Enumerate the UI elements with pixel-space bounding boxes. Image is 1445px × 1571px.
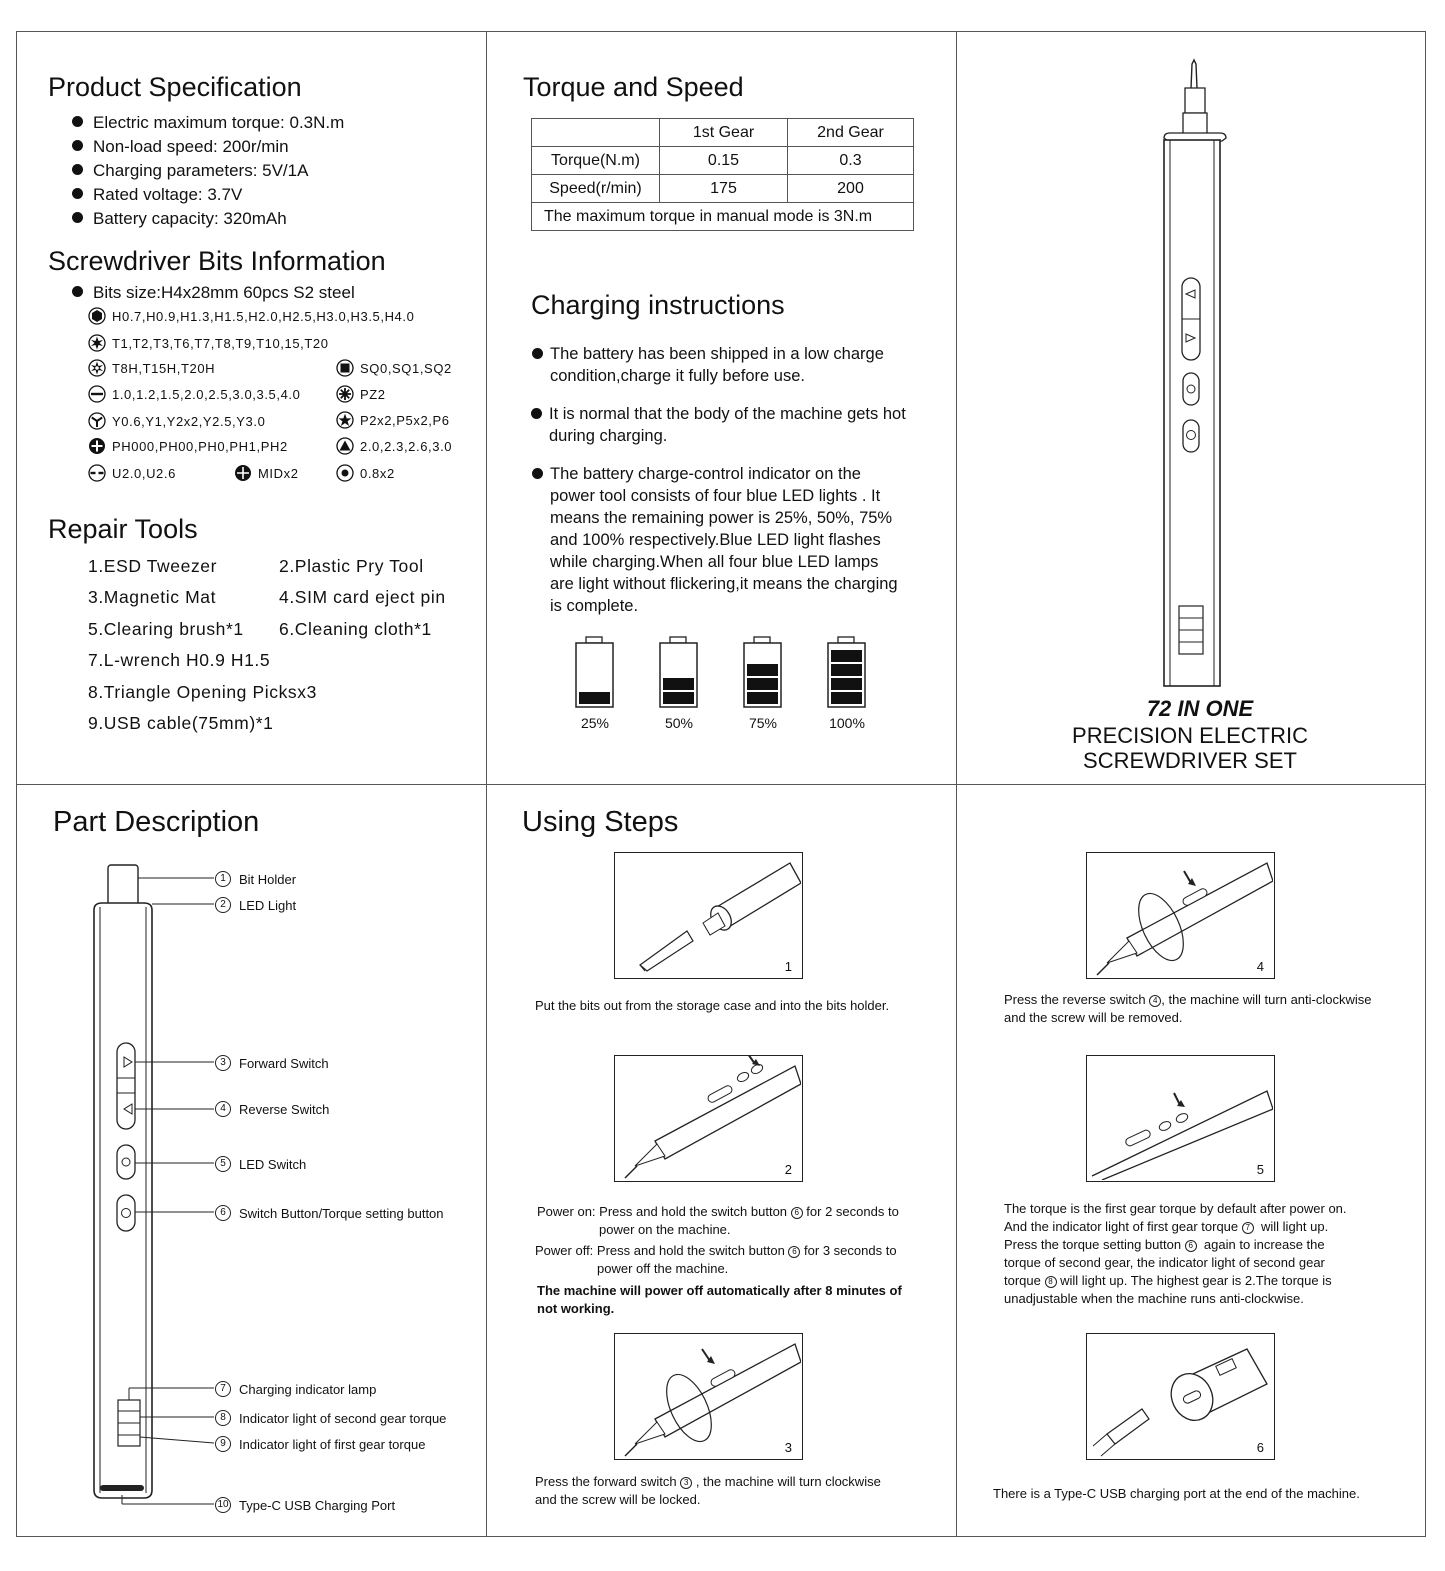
table-cell: Speed(r/min) — [532, 175, 660, 203]
bit-row-square — [336, 359, 452, 377]
spec-item: Battery capacity: 320mAh — [72, 209, 287, 229]
square-bit-icon — [336, 359, 354, 377]
step-text: Press the torque setting button 6 again to increase the — [1004, 1237, 1325, 1252]
step-number: 2 — [784, 1162, 792, 1177]
callout-number: 3 — [215, 1055, 231, 1071]
mid-bit-icon — [234, 464, 252, 482]
callout-number: 10 — [215, 1497, 231, 1513]
part-diagram — [80, 855, 220, 1515]
part-callout — [215, 1055, 329, 1071]
battery-icon — [574, 636, 616, 710]
bit-row-torx-h — [88, 359, 215, 377]
parts-title: Part Description — [53, 806, 260, 838]
repair-item: 1.ESD Tweezer — [88, 556, 218, 576]
bit-row-label: U2.0,U2.6 — [112, 465, 176, 481]
repair-item: 4.SIM card eject pin — [279, 587, 446, 607]
bit-row-label: MIDx2 — [258, 465, 299, 481]
row-divider — [16, 784, 1426, 785]
battery-segment — [747, 664, 778, 676]
table-cell: Torque(N.m) — [532, 147, 660, 175]
repair-item: 7.L-wrench H0.9 H1.5 — [88, 650, 271, 670]
repair-item: 8.Triangle Opening Picksx3 — [88, 682, 317, 702]
spec-item: Rated voltage: 3.7V — [72, 185, 242, 205]
usb-port-illustration — [1087, 1334, 1273, 1458]
round-bit-icon — [336, 464, 354, 482]
torque-setting-illustration — [1087, 1056, 1273, 1180]
callout-number: 7 — [215, 1381, 231, 1397]
step-text-part: will light up. — [1261, 1219, 1329, 1234]
product-name-line: PRECISION ELECTRIC — [1072, 723, 1308, 748]
step-text: Press the forward switch 3 , the machine will turn clockwise — [535, 1474, 881, 1489]
step-image-6 — [1086, 1333, 1275, 1460]
table-header — [532, 119, 660, 147]
pentalobe-bit-icon — [336, 411, 354, 429]
battery-icon — [742, 636, 784, 710]
part-callout — [215, 1410, 446, 1426]
torque-title: Torque and Speed — [523, 72, 744, 102]
spec-title: Product Specification — [48, 72, 302, 102]
part-callout — [215, 1436, 425, 1452]
bit-row-label: PH000,PH00,PH0,PH1,PH2 — [112, 438, 288, 454]
spec-item: Non-load speed: 200r/min — [72, 137, 289, 157]
charging-item-text: The battery charge-control indicator on the power tool consists of four blue LED lights . It means the remaining power is 25%, 50%, 75% and 100% respectively.Blue LED light flashes while charging.When all four blue LED lamps are light without flickering,it means the charging is complete. — [550, 465, 898, 615]
bit-row-triangle — [336, 437, 452, 455]
table-cell: 0.15 — [660, 147, 788, 175]
table-cell: 200 — [788, 175, 914, 203]
charging-item — [550, 343, 920, 387]
step-text-part: And the indicator light of first gear torque — [1004, 1219, 1239, 1234]
torx-security-bit-icon — [88, 359, 106, 377]
step-text-part: , the machine will turn clockwise — [695, 1474, 881, 1489]
step-text-part: torque — [1004, 1273, 1041, 1288]
step-text: Power off: Press and hold the switch button 6 for 3 seconds to — [535, 1243, 897, 1258]
charging-item-text: The battery has been shipped in a low charge condition,charge it fully before use. — [550, 345, 884, 385]
callout-label: Type-C USB Charging Port — [239, 1497, 396, 1513]
u-bit-icon — [88, 464, 106, 482]
battery-label: 100% — [829, 715, 865, 731]
bit-row-tri-wing — [88, 412, 265, 430]
callout-label: Forward Switch — [239, 1055, 329, 1071]
step-text-part: Power on: Press and hold the switch button — [537, 1204, 788, 1219]
step-text: The torque is the first gear torque by default after power on. — [1004, 1201, 1347, 1216]
battery-level-25pct — [574, 636, 616, 731]
step-text: power off the machine. — [597, 1261, 729, 1276]
battery-segment — [747, 692, 778, 704]
repair-item: 9.USB cable(75mm)*1 — [88, 713, 274, 733]
charging-title: Charging instructions — [531, 290, 785, 320]
callout-number: 9 — [215, 1436, 231, 1452]
step-number: 6 — [1256, 1440, 1264, 1455]
bits-title: Screwdriver Bits Information — [48, 246, 386, 276]
step-text: There is a Type-C USB charging port at the end of the machine. — [993, 1486, 1360, 1501]
table-cell: 0.3 — [788, 147, 914, 175]
bit-row-label: 2.0,2.3,2.6,3.0 — [360, 438, 453, 454]
step-image-3 — [614, 1333, 803, 1460]
bit-row-u — [88, 464, 176, 482]
bit-row-torx — [88, 334, 329, 352]
step-text-part: will light up. The highest gear is 2.The torque is — [1060, 1273, 1332, 1288]
bit-row-label: 1.0,1.2,1.5,2.0,2.5,3.0,3.5,4.0 — [112, 386, 301, 402]
spec-item: Electric maximum torque: 0.3N.m — [72, 113, 344, 133]
bit-row-label: 0.8x2 — [360, 465, 395, 481]
step-image-1 — [614, 852, 803, 979]
charging-item-text: It is normal that the body of the machine gets hot during charging. — [549, 405, 906, 445]
table-header: 2nd Gear — [788, 119, 914, 147]
callout-number: 2 — [215, 897, 231, 913]
table-cell: 175 — [660, 175, 788, 203]
part-callout — [215, 1497, 395, 1513]
battery-segment — [831, 650, 862, 662]
step-text: torque of second gear, the indicator light of second gear — [1004, 1255, 1325, 1270]
step-number: 1 — [784, 959, 792, 974]
table-note: The maximum torque in manual mode is 3N.m — [532, 203, 914, 231]
part-callout — [215, 897, 296, 913]
step-text-part: , the machine will turn anti-clockwise — [1161, 992, 1372, 1007]
step-image-5 — [1086, 1055, 1275, 1182]
repair-item: 2.Plastic Pry Tool — [279, 556, 424, 576]
callout-label: LED Light — [239, 897, 297, 913]
torque-table — [531, 118, 914, 231]
step-text: Power on: Press and hold the switch button 6 for 2 seconds to — [537, 1204, 899, 1219]
bit-row-mid — [234, 464, 299, 482]
step-warning: The machine will power off automatically after 8 minutes of not working. — [537, 1283, 902, 1316]
step-image-2 — [614, 1055, 803, 1182]
power-button-illustration — [615, 1056, 801, 1180]
battery-label: 75% — [748, 715, 778, 731]
bit-row-phillips — [88, 437, 288, 455]
battery-segment — [831, 678, 862, 690]
step-text: unadjustable when the machine runs anti-clockwise. — [1004, 1291, 1304, 1306]
step-number: 5 — [1256, 1162, 1264, 1177]
battery-segment — [663, 692, 694, 704]
repair-title: Repair Tools — [48, 514, 198, 544]
bit-row-round — [336, 464, 395, 482]
step-number: 3 — [784, 1440, 792, 1455]
battery-level-50pct — [658, 636, 700, 731]
part-callout — [215, 1156, 306, 1172]
product-count: 72 IN ONE — [1146, 696, 1254, 721]
callout-label: Switch Button/Torque setting button — [239, 1205, 444, 1221]
repair-item: 6.Cleaning cloth*1 — [279, 619, 432, 639]
callout-label: Indicator light of second gear torque — [239, 1410, 447, 1426]
battery-level-100pct — [826, 636, 868, 731]
bits-size: Bits size:H4x28mm 60pcs S2 steel — [72, 283, 355, 303]
hex-bit-icon — [88, 307, 106, 325]
charging-item — [550, 463, 900, 617]
torx-bit-icon — [88, 334, 106, 352]
bit-row-pozi — [336, 385, 386, 403]
callout-label: Bit Holder — [239, 871, 297, 887]
repair-item: 3.Magnetic Mat — [88, 587, 217, 607]
callout-label: Indicator light of first gear torque — [239, 1436, 426, 1452]
forward-switch-illustration — [615, 1334, 801, 1458]
step-text: torque 8 will light up. The highest gear is 2.The torque is — [1004, 1273, 1332, 1288]
bit-row-label: T8H,T15H,T20H — [112, 360, 216, 376]
bit-row-hex — [88, 307, 414, 325]
callout-number: 4 — [215, 1101, 231, 1117]
reverse-switch-illustration — [1087, 853, 1273, 977]
part-callout — [215, 1101, 329, 1117]
part-callout — [215, 1381, 376, 1397]
callout-number: 6 — [215, 1205, 231, 1221]
step-text-part: again to increase the — [1203, 1237, 1325, 1252]
phillips-bit-icon — [88, 437, 106, 455]
tri-wing-bit-icon — [88, 412, 106, 430]
step-text: and the screw will be locked. — [535, 1492, 701, 1507]
step-text: power on the machine. — [599, 1222, 731, 1237]
battery-segment — [747, 678, 778, 690]
slotted-bit-icon — [88, 385, 106, 403]
step-text-part: for 2 seconds to — [806, 1204, 899, 1219]
callout-number: 8 — [215, 1410, 231, 1426]
callout-label: Charging indicator lamp — [239, 1381, 377, 1397]
step-text: and the screw will be removed. — [1004, 1010, 1183, 1025]
battery-segment — [831, 664, 862, 676]
bit-row-pentalobe — [336, 411, 450, 429]
bit-row-label: P2x2,P5x2,P6 — [360, 412, 450, 428]
insert-bit-illustration — [615, 853, 801, 977]
pozidriv-bit-icon — [336, 385, 354, 403]
step-text: And the indicator light of first gear torque 7 will light up. — [1004, 1219, 1329, 1234]
battery-segment — [663, 678, 694, 690]
bit-row-label: SQ0,SQ1,SQ2 — [360, 360, 452, 376]
battery-segment — [579, 692, 610, 704]
part-callout — [215, 1205, 444, 1221]
bit-row-slotted — [88, 385, 300, 403]
battery-icon — [658, 636, 700, 710]
callout-number: 5 — [215, 1156, 231, 1172]
callout-number: 1 — [215, 871, 231, 887]
table-header: 1st Gear — [660, 119, 788, 147]
step-text-part: Press the reverse switch — [1004, 992, 1146, 1007]
bit-row-label: PZ2 — [360, 386, 386, 402]
bit-row-label: Y0.6,Y1,Y2x2,Y2.5,Y3.0 — [112, 413, 266, 429]
repair-item: 5.Clearing brush*1 — [88, 619, 244, 639]
step-text: Put the bits out from the storage case and into the bits holder. — [535, 998, 890, 1013]
bit-row-label: H0.7,H0.9,H1.3,H1.5,H2.0,H2.5,H3.0,H3.5,H4.0 — [112, 308, 415, 324]
charging-item — [549, 403, 919, 447]
screwdriver-illustration — [1150, 58, 1240, 698]
battery-label: 25% — [580, 715, 610, 731]
part-callout — [215, 871, 296, 887]
step-text-part: Press the forward switch — [535, 1474, 677, 1489]
step-text-part: for 3 seconds to — [804, 1243, 897, 1258]
steps-title: Using Steps — [522, 806, 679, 838]
triangle-bit-icon — [336, 437, 354, 455]
step-number: 4 — [1256, 959, 1264, 974]
callout-label: Reverse Switch — [239, 1101, 330, 1117]
step-image-4 — [1086, 852, 1275, 979]
step-text-part: Power off: Press and hold the switch button — [535, 1243, 785, 1258]
product-name-line: SCREWDRIVER SET — [1083, 748, 1297, 773]
battery-label: 50% — [664, 715, 694, 731]
step-text-part: Press the torque setting button — [1004, 1237, 1182, 1252]
battery-level-75pct — [742, 636, 784, 731]
battery-segment — [831, 692, 862, 704]
spec-item: Charging parameters: 5V/1A — [72, 161, 308, 181]
battery-icon — [826, 636, 868, 710]
bit-row-label: T1,T2,T3,T6,T7,T8,T9,T10,15,T20 — [112, 335, 329, 351]
callout-label: LED Switch — [239, 1156, 307, 1172]
step-text: Press the reverse switch 4 , the machine will turn anti-clockwise — [1004, 992, 1372, 1007]
